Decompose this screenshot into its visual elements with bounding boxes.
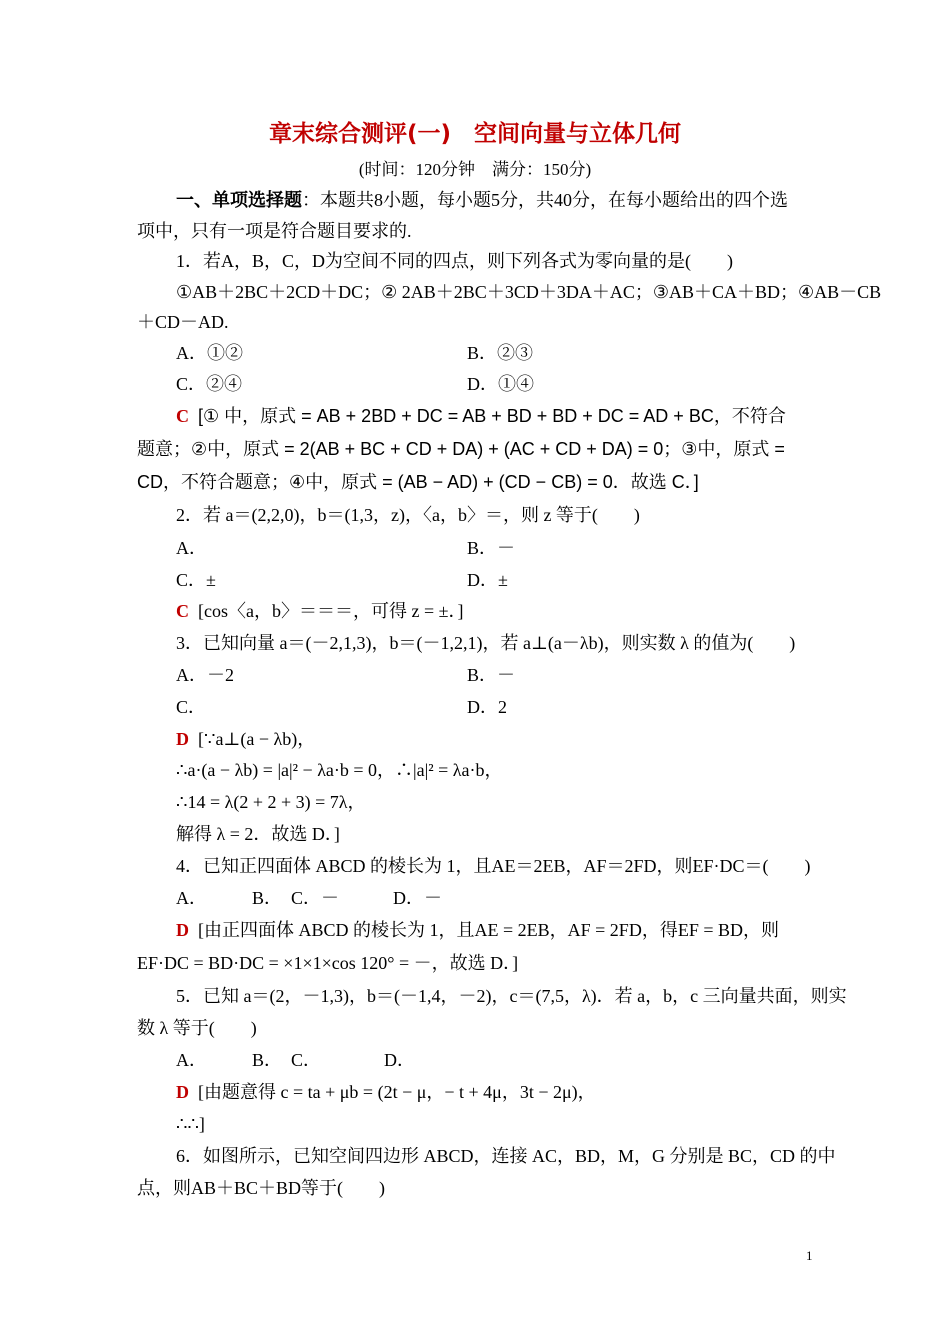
q1-option-a: A．①② — [176, 343, 243, 363]
q5-answer-letter: D — [176, 1082, 189, 1102]
page-title: 章末综合测评(一) 空间向量与立体几何 — [268, 121, 682, 147]
q1-solution-text: [① 中，原式 = AB + 2BD + DC = AB + BD + BD + DC = AD + BC，不符合 — [198, 406, 786, 426]
question-3: 3．已知向量 a＝(－2,1,3)，b＝(－1,2,1)，若 a⊥(a－λb)，则实数 λ 的值为( ) — [176, 633, 796, 653]
q1-answer-letter: C — [176, 406, 189, 426]
q2-option-c: C．± — [176, 570, 216, 590]
q2-option-d: D．± — [467, 570, 508, 590]
q4-solution — [176, 918, 779, 942]
q5-solution — [176, 1080, 596, 1104]
question-5: 5．已知 a＝(2，－1,3)，b＝(－1,4，－2)，c＝(7,5，λ)．若 a，b，c 三向量共面，则实 — [176, 986, 847, 1006]
question-6: 6．如图所示，已知空间四边形 ABCD，连接 AC，BD，M，G 分别是 BC，CD 的中 — [176, 1146, 836, 1166]
q1-option-c: C．②④ — [176, 374, 243, 394]
q1-solution-line2: 题意；②中，原式 = 2(AB + BC + CD + DA) + (AC + CD + DA) = 0；③中，原式 = — [137, 439, 785, 459]
q1-solution-line3: CD，不符合题意；④中，原式 = (AB − AD) + (CD − CB) = 0．故选 C．] — [137, 472, 699, 492]
question-1-expressions: ①AB＋2BC＋2CD＋DC；② 2AB＋2BC＋3CD＋3DA＋AC；③AB＋CA＋BD；④AB－CB — [176, 282, 882, 302]
q3-option-d: D．2 — [467, 697, 507, 717]
q4-options: A． B． C．－ D．－ — [176, 888, 443, 908]
q5-solution-line2: ∴∴] — [176, 1114, 205, 1134]
q3-solution-text: [∵a⊥(a − λb)， — [198, 729, 316, 749]
section-heading-cont: 项中，只有一项是符合题目要求的. — [137, 221, 412, 241]
q5-solution-text: [由题意得 c = ta + μb = (2t − μ，− t + 4μ，3t − 2μ)， — [198, 1082, 596, 1102]
question-5-cont: 数 λ 等于( ) — [137, 1018, 257, 1038]
page-number: 1 — [806, 1248, 813, 1263]
q2-option-a: A． — [176, 538, 207, 558]
q3-answer-letter: D — [176, 729, 189, 749]
q1-option-b: B．②③ — [467, 343, 534, 363]
q1-solution — [176, 404, 786, 428]
section-heading-text: 一、单项选择题：本题共8小题，每小题5分，共40分，在每小题给出的四个选 — [176, 190, 788, 210]
q4-answer-letter: D — [176, 920, 189, 940]
q3-option-c: C． — [176, 697, 207, 717]
q2-option-b: B．－ — [467, 538, 516, 558]
question-1: 1．若A，B，C，D为空间不同的四点，则下列各式为零向量的是( ) — [176, 251, 733, 271]
page-subtitle: (时间：120分钟 满分：150分) — [358, 160, 592, 179]
q3-option-a: A．－2 — [176, 665, 234, 685]
q3-solution — [176, 727, 315, 751]
q3-solution-line3: ∴14 = λ(2 + 2 + 3) = 7λ， — [176, 792, 366, 812]
q4-solution-line2: EF·DC = BD·DC = ×1×1×cos 120° = －，故选 D．] — [137, 953, 519, 973]
q2-answer-letter: C — [176, 601, 189, 621]
section-heading-prefix: 一、单项选择题 — [176, 190, 302, 210]
q2-solution — [176, 599, 464, 623]
question-6-cont: 点，则AB＋BC＋BD等于( ) — [137, 1178, 386, 1198]
q3-option-b: B．－ — [467, 665, 516, 685]
question-1-expressions-cont: ＋CD－AD. — [137, 312, 229, 332]
section-heading — [176, 188, 788, 212]
q1-option-d: D．①④ — [467, 374, 534, 394]
question-2: 2．若 a＝(2,2,0)，b＝(1,3，z)，〈a，b〉＝，则 z 等于( ) — [176, 505, 640, 525]
q3-solution-line2: ∴a·(a − λb) = |a|² − λa·b = 0，∴|a|² = λa·b， — [176, 760, 503, 780]
q2-solution-text: [cos〈a，b〉＝＝＝，可得 z = ±．] — [198, 601, 464, 621]
q3-solution-line4: 解得 λ = 2．故选 D．] — [176, 824, 340, 844]
q4-solution-text: [由正四面体 ABCD 的棱长为 1，且AE = 2EB，AF = 2FD，得EF = BD，则 — [198, 920, 779, 940]
q5-options: A． B． C． D． — [176, 1050, 416, 1070]
question-4: 4．已知正四面体 ABCD 的棱长为 1，且AE＝2EB，AF＝2FD，则EF·DC＝( ) — [176, 856, 811, 876]
